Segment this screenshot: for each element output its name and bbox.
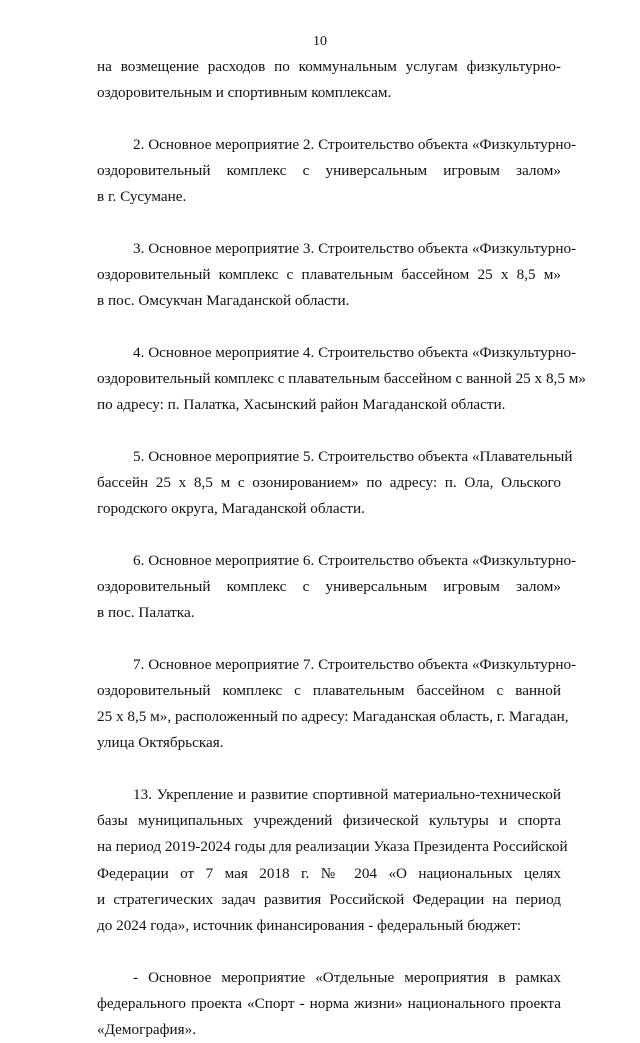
paragraph-item-3 <box>97 236 577 315</box>
text-line: 25 х 8,5 м», расположенный по адресу: Магаданская область, г. Магадан, <box>97 708 569 726</box>
text-line: 5. Основное мероприятие 5. Строительство объекта «Плавательный <box>133 447 573 465</box>
text-line: оздоровительный комплекс с плавательным бассейном с ванной 25 х 8,5 м» <box>97 370 586 387</box>
text-line: на возмещение расходов по коммунальным услугам физкультурно- <box>97 58 561 75</box>
text-line: Федерации от 7 мая 2018 г. № 204 «О национальных целях <box>97 864 561 882</box>
text-line: в пос. Палатка. <box>97 604 195 622</box>
text-line: на период 2019-2024 годы для реализации Указа Президента Российской <box>97 838 568 856</box>
paragraph-list-item <box>97 965 561 1043</box>
text-line: оздоровительный комплекс с плавательным бассейном с ванной <box>97 682 561 699</box>
text-line: оздоровительный комплекс с универсальным игровым залом» <box>97 578 561 595</box>
page-number: 10 <box>313 34 327 49</box>
text-line: оздоровительным и спортивным комплексам. <box>97 84 392 102</box>
paragraph-item-5 <box>97 444 573 523</box>
paragraph-item-4 <box>97 340 586 419</box>
text-line: оздоровительный комплекс с универсальным игровым залом» <box>97 162 561 179</box>
text-line: 4. Основное мероприятие 4. Строительство объекта «Физкультурно- <box>133 343 577 361</box>
text-line: - Основное мероприятие «Отдельные мероприятия в рамках <box>133 968 561 986</box>
text-line: бассейн 25 х 8,5 м с озонированием» по адресу: п. Ола, Ольского <box>97 474 561 491</box>
paragraph-item-7 <box>97 652 577 757</box>
text-line: «Демография». <box>97 1021 196 1039</box>
text-line: оздоровительный комплекс с плавательным бассейном 25 х 8,5 м» <box>97 266 561 283</box>
text-line: до 2024 года», источник финансирования - федеральный бюджет: <box>97 917 522 935</box>
paragraph-continuation <box>97 54 561 106</box>
text-line: улица Октябрьская. <box>97 734 224 752</box>
text-line: федерального проекта «Спорт - норма жизни» национального проекта <box>97 994 561 1012</box>
text-line: 6. Основное мероприятие 6. Строительство объекта «Физкультурно- <box>133 551 577 569</box>
text-line: в пос. Омсукчан Магаданской области. <box>97 292 350 310</box>
text-line: 2. Основное мероприятие 2. Строительство объекта «Физкультурно- <box>133 135 577 153</box>
text-line: 7. Основное мероприятие 7. Строительство объекта «Физкультурно- <box>133 655 577 673</box>
paragraph-item-6 <box>97 548 577 627</box>
paragraph-section-13 <box>97 782 568 939</box>
text-line: 13. Укрепление и развитие спортивной материально-технической <box>133 786 561 803</box>
document-body <box>97 54 586 1043</box>
text-line: базы муниципальных учреждений физической культуры и спорта <box>97 812 561 830</box>
text-line: 3. Основное мероприятие 3. Строительство объекта «Физкультурно- <box>133 239 577 257</box>
text-line: городского округа, Магаданской области. <box>97 500 365 518</box>
text-line: в г. Сусумане. <box>97 188 187 206</box>
text-line: и стратегических задач развития Российской Федерации на период <box>97 890 561 908</box>
paragraph-item-2 <box>97 132 577 211</box>
text-line: по адресу: п. Палатка, Хасынский район Магаданской области. <box>97 396 506 414</box>
